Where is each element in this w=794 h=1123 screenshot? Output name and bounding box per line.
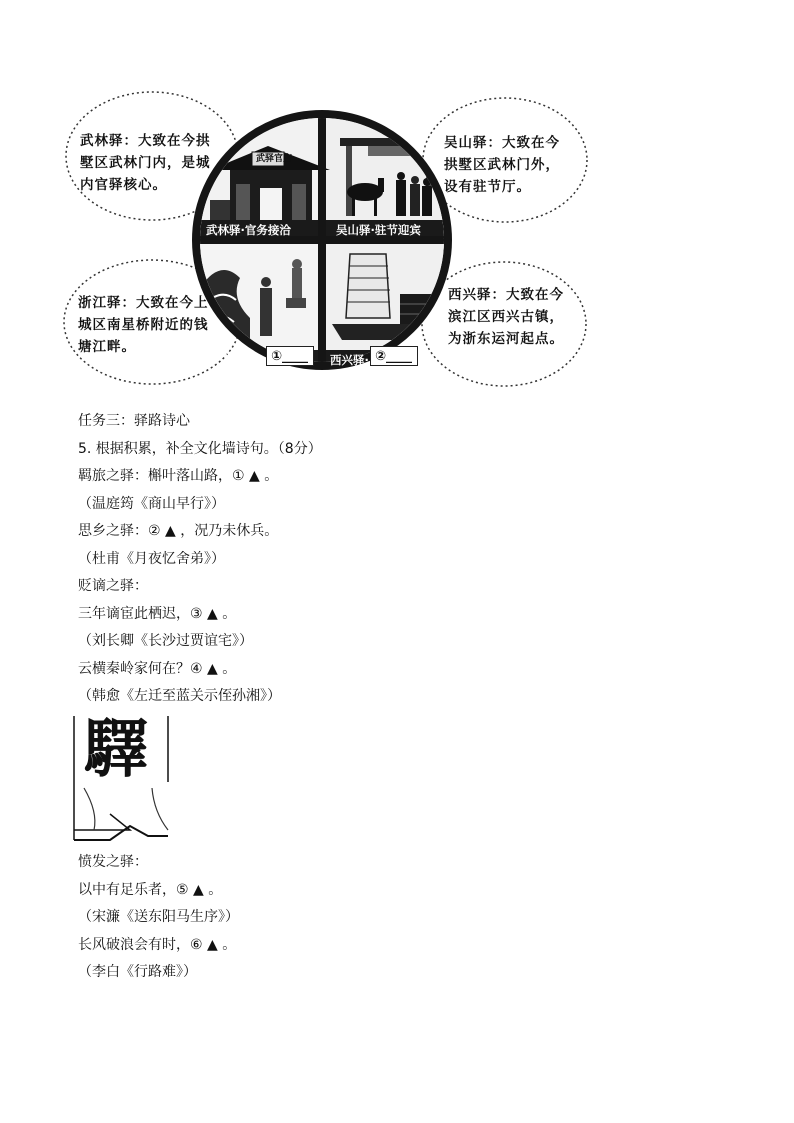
poem-line: 云横秦岭家何在？④ ▲ 。 (78, 660, 237, 677)
poem-source: （温庭筠《商山早行》） (78, 495, 225, 512)
section-label: 愤发之驿： (78, 854, 148, 870)
poem-source: （韩愈《左迁至蓝关示侄孙湘》） (78, 688, 281, 704)
poem-source: （宋濂《送东阳马生序》） (78, 909, 239, 925)
bubble-xixing: 西兴驿：大致在今滨江区西兴古镇，为浙东运河起点。 (448, 287, 564, 347)
bubble-wushan: 吴山驿：大致在今拱墅区武林门外，设有驻节厅。 (444, 135, 560, 195)
task-three-section (78, 408, 718, 711)
bubble-zhejiang: 浙江驿：大致在今上城区南星桥附近的钱塘江畔。 (78, 295, 209, 355)
poem-line: 长风破浪会有时，⑥ ▲ 。 (78, 936, 237, 953)
poem-source: （刘长卿《长沙过贾谊宅》） (78, 633, 253, 649)
poem-source: （杜甫《月夜忆舍弟》） (78, 550, 225, 567)
poem-source: （李白《行路难》） (78, 964, 197, 980)
poem-line: 羁旅之驿：槲叶落山路，① ▲ 。 (78, 468, 279, 484)
bubble-wulin: 武林驿：大致在今拱墅区武林门内，是城内官驿核心。 (80, 133, 211, 193)
seal-character: 驛 (84, 712, 148, 787)
gate-sign: 武驿官店 (256, 154, 293, 164)
blank-one: ①____ (266, 346, 314, 366)
panel-label-zhejiang: 浙江驿· (224, 353, 263, 367)
poem-line: 以中有足乐者，⑤ ▲ 。 (78, 881, 223, 898)
poem-line: 思乡之驿：② ▲ ，况乃未休兵。 (78, 523, 279, 539)
section-label: 贬谪之驿： (78, 578, 148, 594)
task-heading: 任务三：驿路诗心 (78, 413, 190, 429)
panel-label-xixing: 西兴驿· (330, 353, 369, 367)
task-three-section-continued (78, 849, 718, 987)
panel-label-wulin: 武林驿·官务接洽 (206, 223, 291, 237)
seal-script-illustration (70, 712, 174, 846)
blank-two: ②____ (370, 346, 418, 366)
poem-line: 三年谪宦此栖迟，③ ▲ 。 (78, 605, 237, 622)
question-five: 5. 根据积累，补全文化墙诗句。（8分） (78, 440, 322, 457)
post-station-figure (60, 88, 600, 388)
panel-label-wushan: 吴山驿·驻节迎宾 (336, 223, 421, 237)
